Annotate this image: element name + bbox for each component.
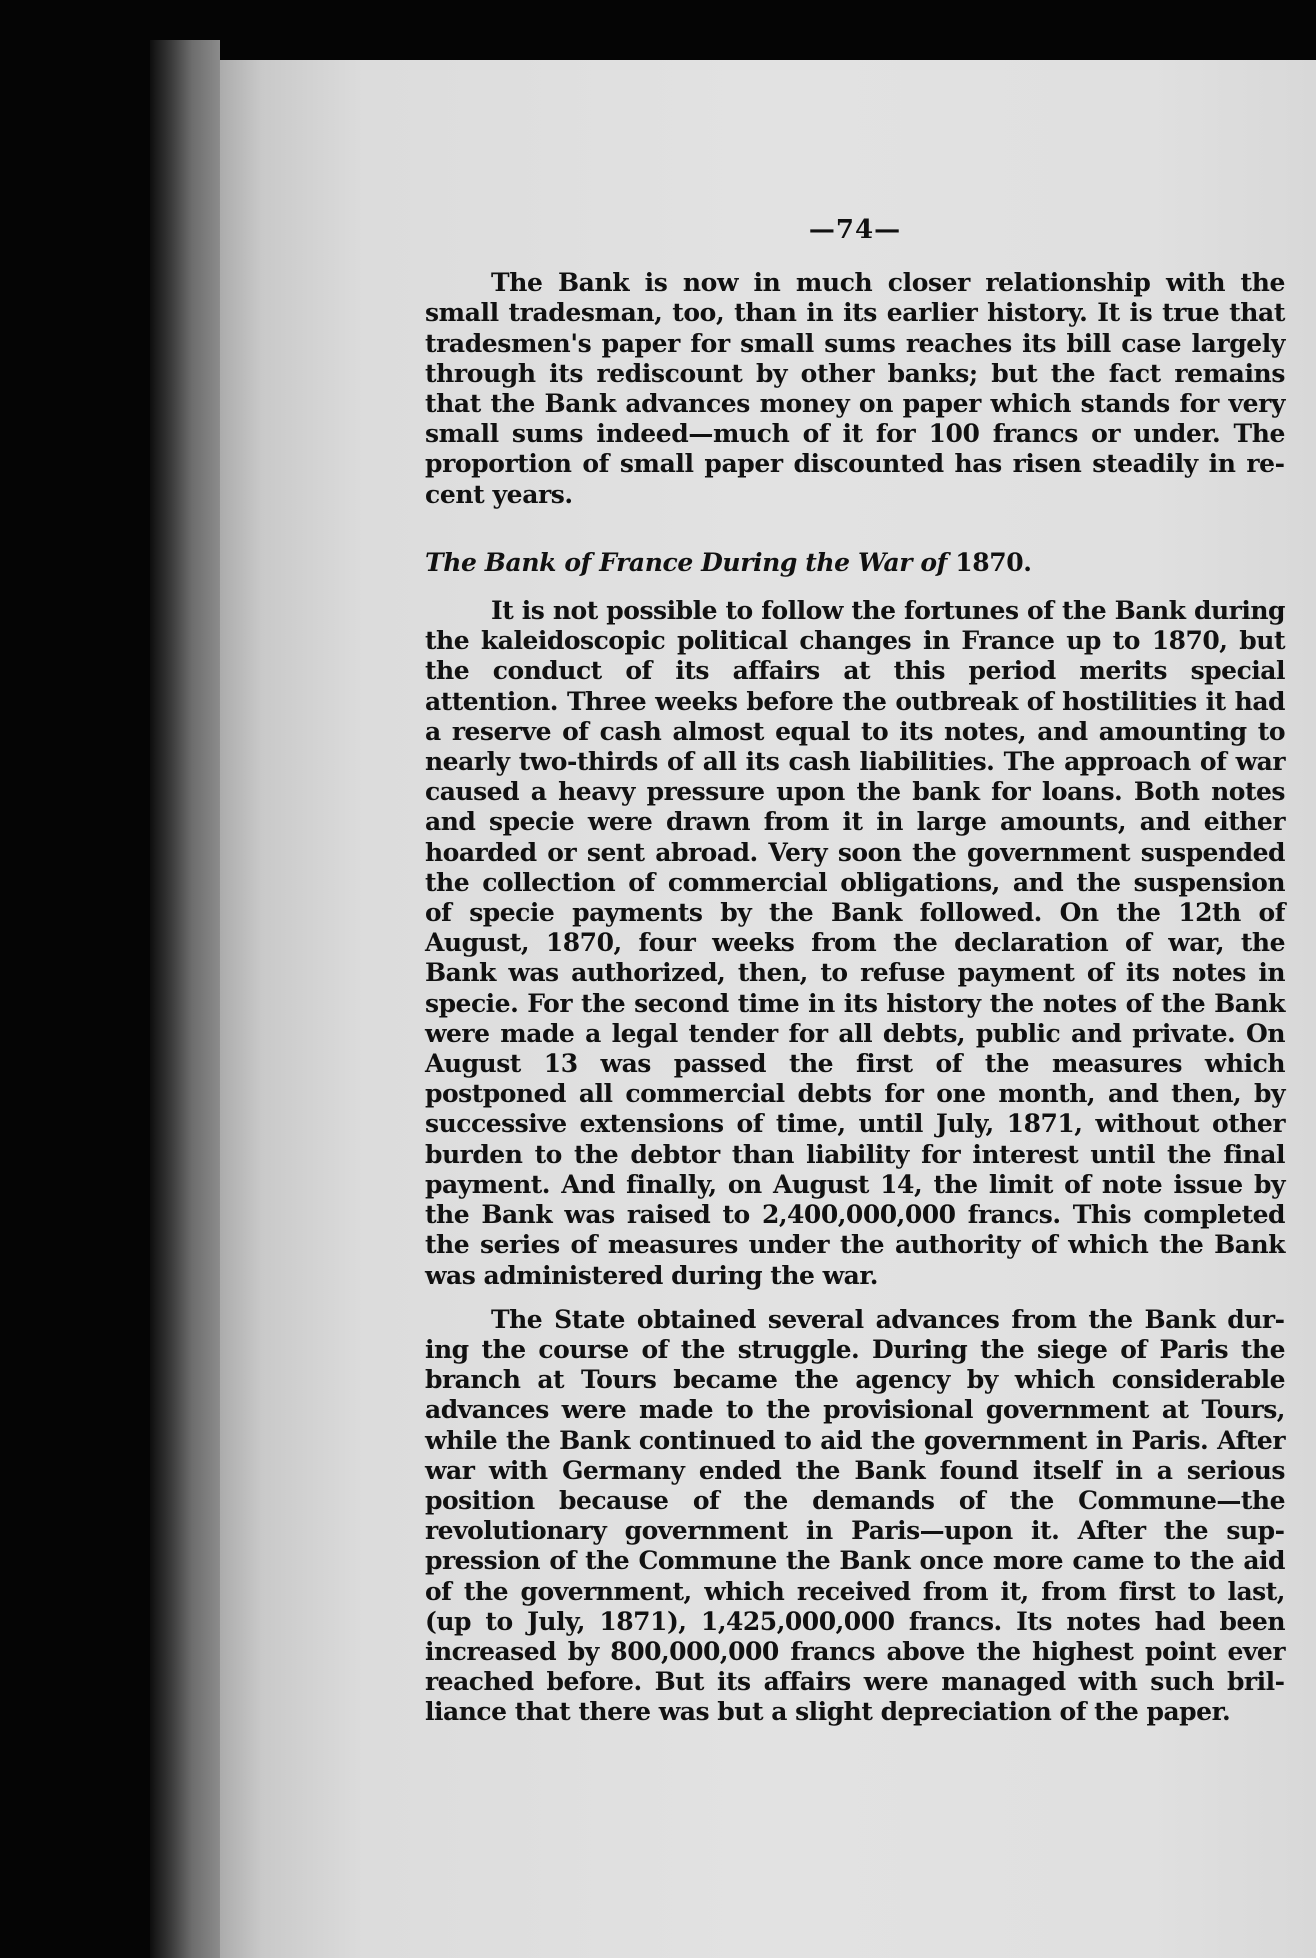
section-heading-title: The Bank of France During the War of — [425, 547, 947, 577]
book-spine-edge — [150, 40, 220, 1958]
section-heading — [425, 548, 1285, 578]
page-number: —74— — [808, 215, 902, 245]
paragraph-1: It is not possible to follow the fortunes of the Bank during the kaleidoscopic political changes in France up to 1870, but the conduct of its affairs at this period merits special attention. Three weeks before the outbreak of hostilities it had a reserve of cash almost equal to its notes, and amounting to nearly two-thirds of all its cash liabilities. The approach of war caused a heavy pressure upon the bank for loans. Both notes and specie were drawn from it in large amounts, and either hoarded or sent abroad. Very soon the government suspended the collection of commercial obligations, and the suspension of specie payments by the Bank followed. On the 12th of August, 1870, four weeks from the declaration of war, the Bank was authorized, then, to refuse payment of its notes in specie. For the second time in its history the notes of the Bank were made a legal tender for all debts, public and private. On August 13 was passed the first of the measures which postponed all commercial debts for one month, and then, by successive extensions of time, until July, 1871, without other burden to the debtor than liability for interest until the final payment. And finally, on August 14, the limit of note issue by the Bank was raised to 2,400,000,000 francs. This completed the series of measures under the authority of which the Bank was administered during the war. — [425, 596, 1285, 1290]
section-body — [425, 596, 1285, 1728]
intro-paragraph: The Bank is now in much closer relationship with the small tradesman, too, than in its earlier history. It is true that tradesmen's paper for small sums reaches its bill case largely through its rediscount by other banks; but the fact remains that the Bank advances money on paper which stands for very small sums indeed—much of it for 100 francs or under. The proportion of small paper discounted has risen steadily in recent years. — [425, 268, 1285, 509]
paragraph-2: The State obtained several advances from the Bank during the course of the struggle. During the siege of Paris the branch at Tours became the agency by which considerable advances were made to the provisional government at Tours, while the Bank continued to aid the government in Paris. After war with Germany ended the Bank found itself in a serious position because of the demands of the Commune—the revolutionary government in Paris—upon it. After the suppression of the Commune the Bank once more came to the aid of the government, which received from it, from first to last, (up to July, 1871), 1,425,000,000 francs. Its notes had been increased by 800,000,000 francs above the highest point ever reached before. But its affairs were managed with such brilliance that there was but a slight depreciation of the paper. — [425, 1304, 1285, 1727]
section-heading-year: 1870. — [955, 547, 1032, 577]
page-text — [425, 215, 1285, 1728]
